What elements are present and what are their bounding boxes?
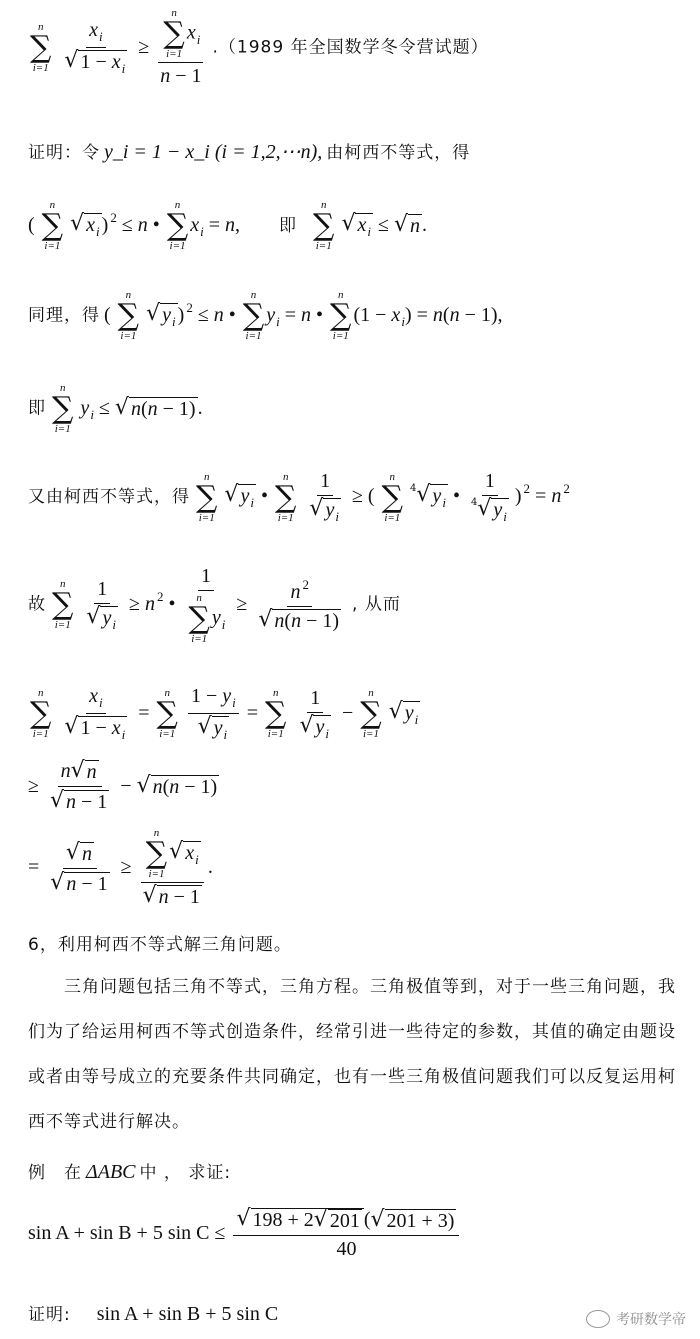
derivation-line-1: n ∑ i=1 $x_i$ √ $1 - x_i$ = n ∑ i=1 $1 - y_i$ √ $y_i$ = n ∑ i=1 1 √ $y_i$ − n ∑ i=1 √ $y_i$ (30, 685, 419, 742)
example-line: 例 在 ΔABC 中 ， 求证: (28, 1161, 232, 1183)
eq-line-4: 又由柯西不等式，得 n ∑ i=1 √ $y_i$ • n ∑ i=1 1 √ $y_i$ ≥ ( n ∑ i=1 $^4$√ $y_i$ • 1 $^4$√ $y_i$ ) $^2$ = n $^2$ (28, 470, 570, 524)
derivation-line-2: ≥ n √ n √ n − 1 − √ n(n − 1) (28, 758, 218, 813)
eq-line-2: 同理，得 ( n ∑ i=1 √ $y_i$ ) $^2$ ≤ n • n ∑ i=1 $y_i = n$ • n ∑ i=1 $(1 - x_i) = n(n - 1)$, (28, 289, 503, 342)
section-title: 6，利用柯西不等式解三角问题。 (28, 935, 292, 955)
derivation-line-3: = √ n √ n − 1 ≥ n ∑ i=1 √ $x_i$ √ n − 1 . (28, 827, 213, 909)
section-paragraph: 三角问题包括三角不等式，三角方程。三角极值等到，对于一些三角问题，我们为了给运用柯西不等式创造条件，经常引进一些待定的参数，其值的确定由题设或者由等号成立的充要条件共同确定，也有一些三角极值问题我们可以反复运用柯西不等式进行解决。 (28, 977, 676, 1132)
y-definition: y_i = 1 − x_i (i = 1,2,⋯n), (104, 141, 323, 163)
eq-top: n ∑ i=1 $x_i$ √ $1 - x_i$ ≥ n ∑ i=1 $x_i$ n − 1 .（1989 年全国数学冬令营试题） (30, 7, 489, 87)
eq-line-5: 故 n ∑ i=1 1 √ $y_i$ ≥ n $^2$ • 1 n ∑ i=1 $y_i$ ≥ n $^2$ √ n(n − 1) , 从而 (28, 565, 401, 645)
example-inequality: sin A + sin B + 5 sin C ≤ √ 198 + 2 √ 201 ( √ 201 + 3) 40 (28, 1208, 462, 1261)
citation: .（1989 年全国数学冬令营试题） (212, 37, 489, 58)
eq-line-1: ( n ∑ i=1 √ $x_i$ ) $^2$ ≤ n • n ∑ i=1 $x_i = n$, 即 n ∑ i=1 √ $x_i$ ≤ √ n . (28, 199, 428, 252)
watermark: 考研数学帝 (586, 1309, 686, 1329)
proof-line-2: 证明: sin A + sin B + 5 sin C (28, 1303, 279, 1325)
eq-line-3: 即 n ∑ i=1 $y_i$ ≤ √ n(n − 1) . (28, 382, 203, 435)
wechat-icon (586, 1310, 610, 1328)
proof-line-1: 证明：令 y_i = 1 − x_i (i = 1,2,⋯n), 由柯西不等式，得 (28, 141, 471, 163)
